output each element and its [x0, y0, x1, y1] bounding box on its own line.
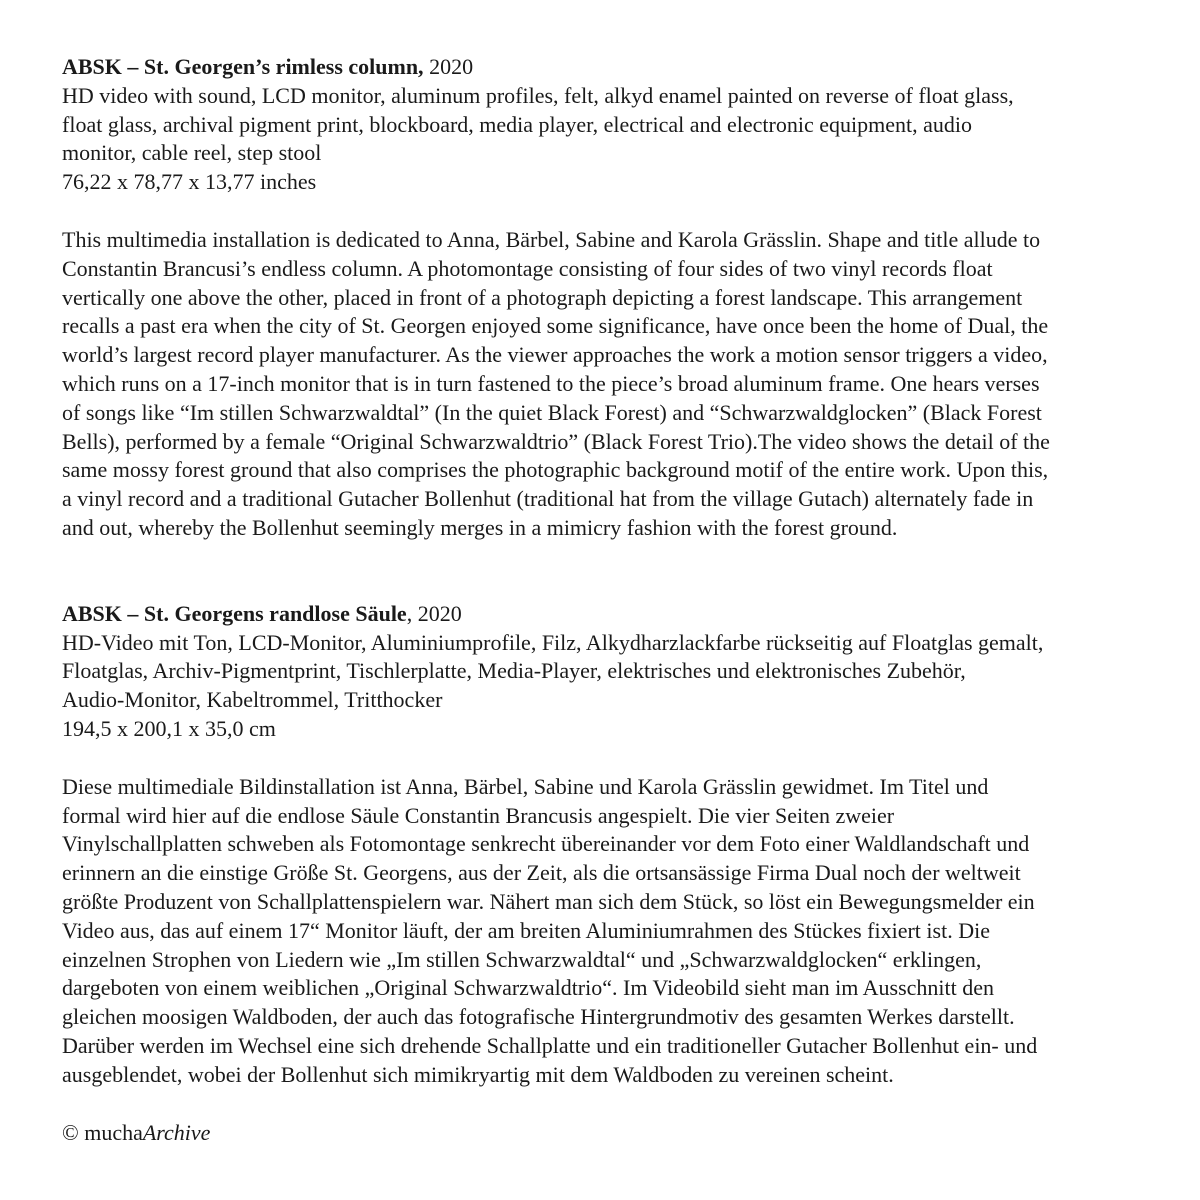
- paragraph-spacer: [62, 197, 1152, 226]
- english-artwork-section: [62, 53, 1152, 197]
- german-description-line: ausgeblendet, wobei der Bollenhut sich mimikryartig mit dem Waldboden zu vereinen scheint.: [62, 1061, 894, 1087]
- english-description-line: Constantin Brancusi’s endless column. A photomontage consisting of four sides of two vinyl records float: [62, 255, 993, 281]
- paragraph-spacer: [62, 744, 1152, 773]
- german-materials-line: Floatglas, Archiv-Pigmentprint, Tischlerplatte, Media-Player, elektrisches und elektronisches Zubehör,: [62, 658, 966, 684]
- english-materials-line: HD video with sound, LCD monitor, aluminum profiles, felt, alkyd enamel painted on reverse of float glass,: [62, 82, 1014, 108]
- german-materials-line: HD-Video mit Ton, LCD-Monitor, Aluminiumprofile, Filz, Alkydharzlackfarbe rückseitig auf Floatglas gemalt,: [62, 629, 1044, 655]
- english-description-line: This multimedia installation is dedicated to Anna, Bärbel, Sabine and Karola Grässlin. Shape and title allude to: [62, 226, 1041, 252]
- german-description-line: Vinylschallplatten schweben als Fotomontage senkrecht übereinander vor dem Foto einer Waldlandschaft und: [62, 831, 1030, 857]
- german-description: [62, 773, 1152, 1090]
- german-materials-line: Audio-Monitor, Kabeltrommel, Tritthocker: [62, 687, 443, 713]
- english-description: [62, 226, 1152, 543]
- german-artwork-section: [62, 600, 1152, 744]
- english-materials-line: float glass, archival pigment print, blockboard, media player, electrical and electronic equipment, audio: [62, 111, 972, 137]
- german-description-line: einzelnen Strophen von Liedern wie „Im stillen Schwarzwaldtal“ und „Schwarzwaldglocken“ erklingen,: [62, 946, 982, 972]
- german-dimensions: 194,5 x 200,1 x 35,0 cm: [62, 715, 276, 741]
- section-spacer: [62, 543, 1152, 600]
- copyright-prefix: © mucha: [62, 1119, 143, 1145]
- english-description-line: vertically one above the other, placed in front of a photograph depicting a forest landscape. This arrangement: [62, 284, 1023, 310]
- german-description-line: formal wird hier auf die endlose Säule Constantin Brancusis angespielt. Die vier Seiten zweier: [62, 802, 895, 828]
- german-description-line: gleichen moosigen Waldboden, der auch das fotografische Hintergrundmotiv des gesamten Werkes darstellt.: [62, 1004, 1015, 1030]
- english-description-line: Bells), performed by a female “Original Schwarzwaldtrio” (Black Forest Trio).The video shows the detail of the: [62, 428, 1050, 454]
- english-dimensions: 76,22 x 78,77 x 13,77 inches: [62, 169, 317, 195]
- german-description-line: Darüber werden im Wechsel eine sich drehende Schallplatte und ein traditioneller Gutacher Bollenhut ein- und: [62, 1032, 1038, 1058]
- copyright-notice: [62, 1119, 1152, 1148]
- english-description-line: which runs on a 17-inch monitor that is in turn fastened to the piece’s broad aluminum frame. One hears verses: [62, 370, 1040, 396]
- english-materials-line: monitor, cable reel, step stool: [62, 140, 322, 166]
- english-description-line: recalls a past era when the city of St. Georgen enjoyed some significance, have once been the home of Dual, the: [62, 313, 1049, 339]
- english-title-line: [62, 53, 1152, 82]
- english-description-line: and out, whereby the Bollenhut seemingly merges in a mimicry fashion with the forest ground.: [62, 514, 898, 540]
- german-title-line: [62, 600, 1152, 629]
- english-description-line: same mossy forest ground that also comprises the photographic background motif of the entire work. Upon this,: [62, 457, 1049, 483]
- english-year: 2020: [423, 54, 474, 79]
- english-description-line: world’s largest record player manufacturer. As the viewer approaches the work a motion sensor triggers a video,: [62, 342, 1048, 368]
- document-page: [62, 53, 1152, 1147]
- german-description-line: Video aus, das auf einem 17“ Monitor läuft, der am breiten Aluminiumrahmen des Stückes fixiert ist. Die: [62, 917, 990, 943]
- german-year: , 2020: [406, 600, 462, 626]
- german-description-line: dargeboten von einem weiblichen „Original Schwarzwaldtrio“. Im Videobild sieht man im Ausschnitt den: [62, 975, 995, 1001]
- english-description-line: a vinyl record and a traditional Gutacher Bollenhut (traditional hat from the village Gutach) alternately fade in: [62, 486, 1034, 512]
- german-description-line: Diese multimediale Bildinstallation ist Anna, Bärbel, Sabine und Karola Grässlin gewidmet. Im Titel und: [62, 773, 989, 799]
- english-description-line: of songs like “Im stillen Schwarzwaldtal” (In the quiet Black Forest) and “Schwarzwaldglocken” (Black Forest: [62, 399, 1042, 425]
- english-title: ABSK – St. Georgen’s rimless column,: [62, 54, 424, 79]
- german-title: ABSK – St. Georgens randlose Säule: [62, 600, 407, 626]
- german-description-line: erinnern an die einstige Größe St. Georgens, aus der Zeit, als die ortsansässige Firma Dual noch der weltweit: [62, 860, 1021, 886]
- german-description-line: größte Produzent von Schallplattenspielern war. Nähert man sich dem Stück, so löst ein Bewegungsmelder ein: [62, 888, 1035, 914]
- copyright-archive: Archive: [142, 1119, 211, 1145]
